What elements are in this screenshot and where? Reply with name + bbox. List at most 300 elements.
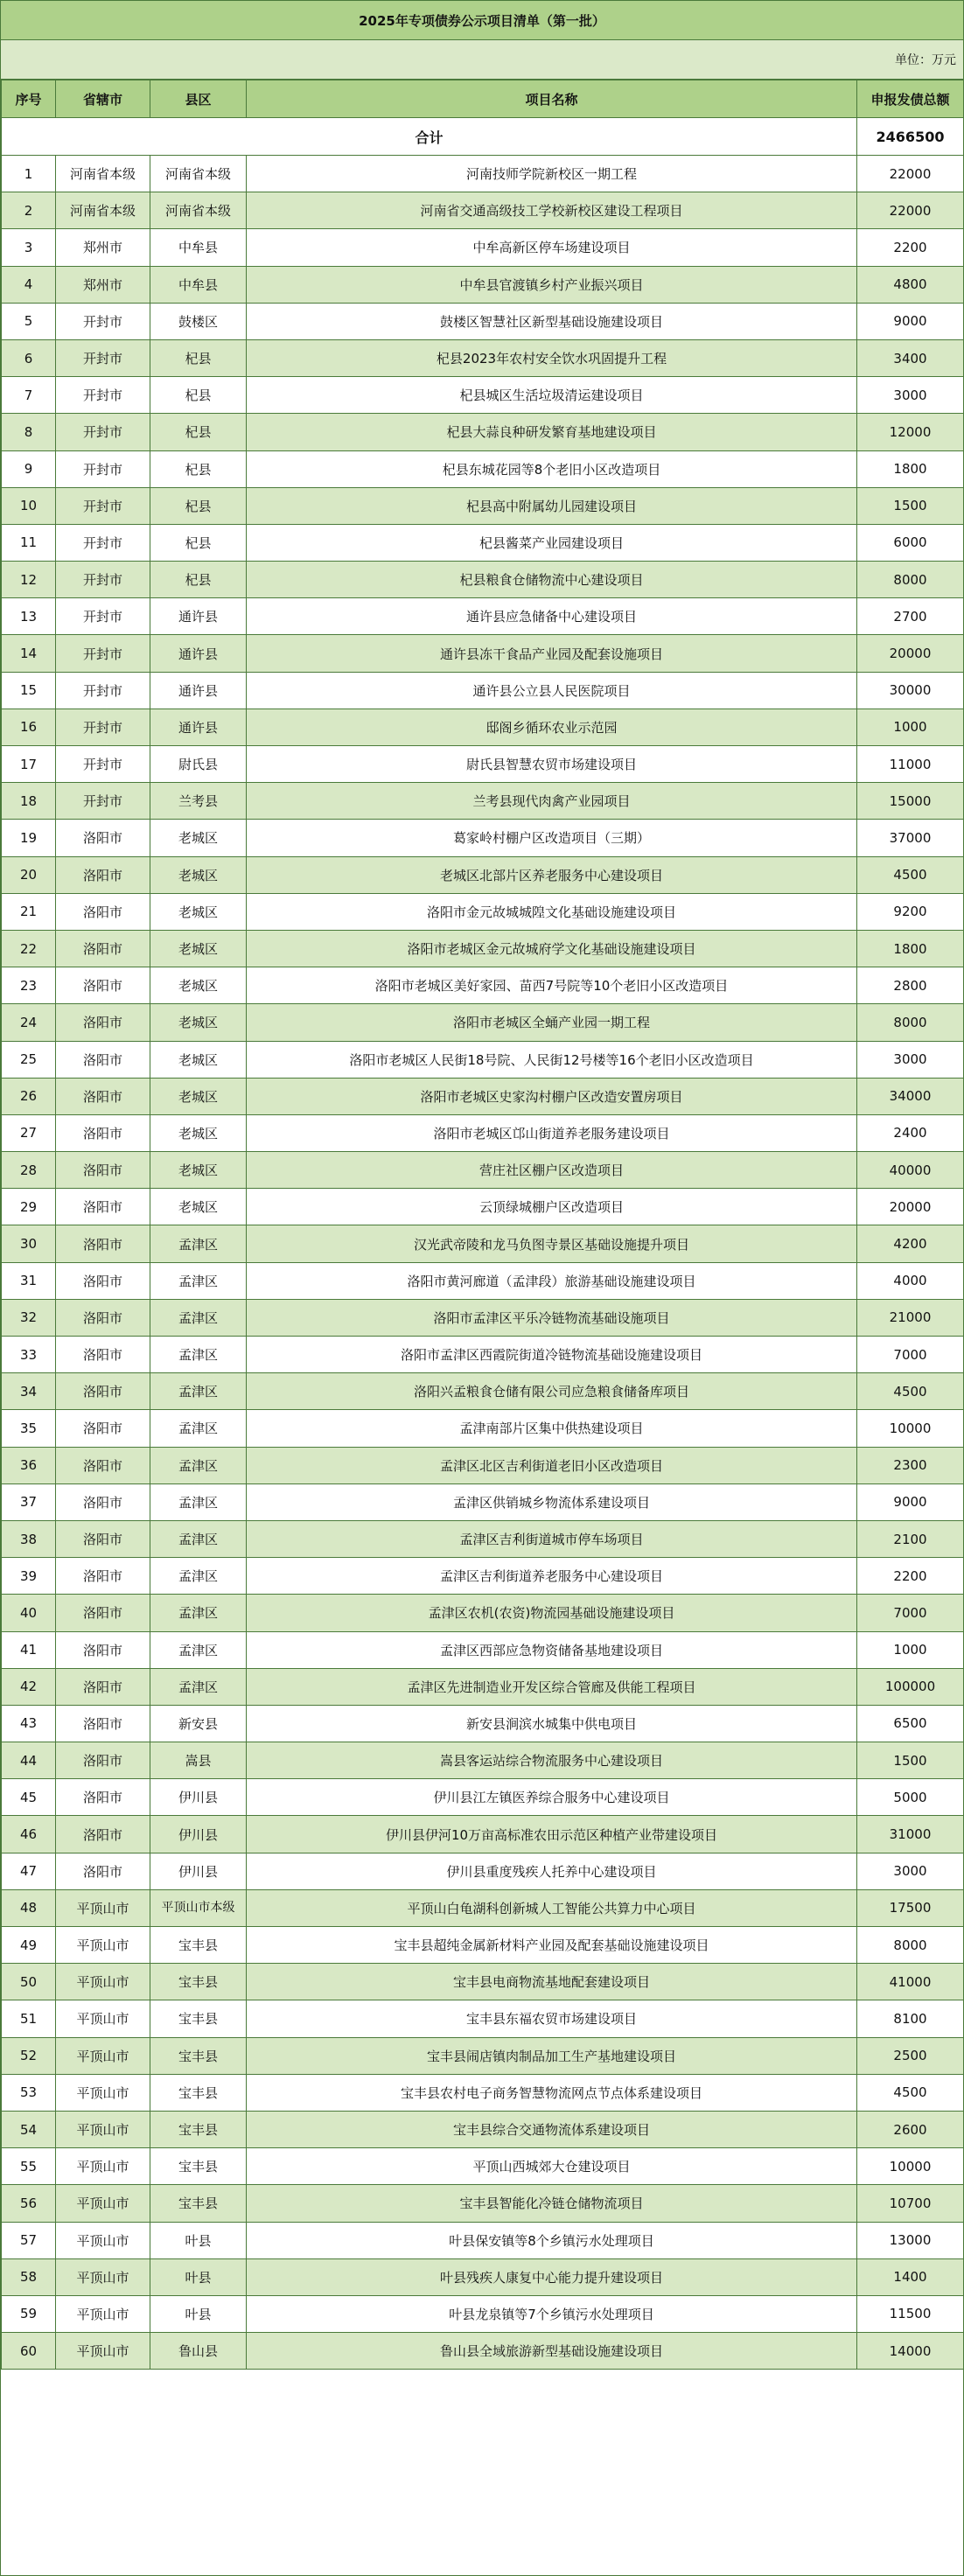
row-county: 杞县 xyxy=(150,450,247,487)
row-county: 老城区 xyxy=(150,1114,247,1151)
row-city: 开封市 xyxy=(56,783,150,820)
table-row xyxy=(2,1483,964,1520)
row-county: 孟津区 xyxy=(150,1558,247,1595)
table-row xyxy=(2,856,964,893)
row-city: 平顶山市 xyxy=(56,1964,150,2000)
row-index: 27 xyxy=(2,1114,56,1151)
row-amount: 17500 xyxy=(857,1889,964,1926)
row-county: 孟津区 xyxy=(150,1299,247,1336)
table-row xyxy=(2,893,964,930)
row-city: 洛阳市 xyxy=(56,856,150,893)
row-index: 7 xyxy=(2,377,56,414)
row-project: 伊川县重度残疾人托养中心建设项目 xyxy=(247,1853,857,1889)
row-index: 9 xyxy=(2,450,56,487)
row-amount: 3000 xyxy=(857,1853,964,1889)
row-county: 老城区 xyxy=(150,1041,247,1078)
row-project: 洛阳市孟津区平乐冷链物流基础设施项目 xyxy=(247,1299,857,1336)
row-project: 平顶山西城郊大仓建设项目 xyxy=(247,2148,857,2185)
row-county: 宝丰县 xyxy=(150,2037,247,2074)
row-project: 通许县冻干食品产业园及配套设施项目 xyxy=(247,635,857,672)
row-city: 洛阳市 xyxy=(56,1004,150,1041)
header-amount: 申报发债总额 xyxy=(857,80,964,118)
row-county: 宝丰县 xyxy=(150,1964,247,2000)
row-city: 洛阳市 xyxy=(56,1520,150,1557)
table-row xyxy=(2,156,964,192)
table-row xyxy=(2,1152,964,1189)
row-county: 通许县 xyxy=(150,672,247,709)
table-row xyxy=(2,2111,964,2147)
table-row xyxy=(2,2333,964,2370)
row-index: 56 xyxy=(2,2185,56,2222)
row-amount: 3400 xyxy=(857,339,964,376)
row-amount: 8100 xyxy=(857,2000,964,2037)
row-project: 河南省交通高级技工学校新校区建设工程项目 xyxy=(247,192,857,229)
row-amount: 31000 xyxy=(857,1816,964,1853)
row-project: 兰考县现代肉禽产业园项目 xyxy=(247,783,857,820)
table-row xyxy=(2,1337,964,1373)
row-county: 老城区 xyxy=(150,967,247,1004)
row-project: 鲁山县全域旅游新型基础设施建设项目 xyxy=(247,2333,857,2370)
row-county: 孟津区 xyxy=(150,1483,247,1520)
row-county: 宝丰县 xyxy=(150,2111,247,2147)
row-amount: 2300 xyxy=(857,1447,964,1483)
row-city: 洛阳市 xyxy=(56,1742,150,1779)
table-row xyxy=(2,1927,964,1964)
row-city: 洛阳市 xyxy=(56,1299,150,1336)
row-amount: 9200 xyxy=(857,893,964,930)
row-amount: 1800 xyxy=(857,930,964,967)
row-county: 通许县 xyxy=(150,635,247,672)
table-row xyxy=(2,709,964,745)
table-row xyxy=(2,1078,964,1114)
row-index: 57 xyxy=(2,2222,56,2258)
row-project: 洛阳市老城区全蛹产业园一期工程 xyxy=(247,1004,857,1041)
row-city: 开封市 xyxy=(56,487,150,524)
row-amount: 8000 xyxy=(857,1927,964,1964)
row-project: 洛阳市老城区人民街18号院、人民街12号楼等16个老旧小区改造项目 xyxy=(247,1041,857,1078)
row-amount: 2700 xyxy=(857,598,964,635)
row-index: 36 xyxy=(2,1447,56,1483)
row-project: 嵩县客运站综合物流服务中心建设项目 xyxy=(247,1742,857,1779)
row-amount: 5000 xyxy=(857,1779,964,1816)
row-city: 开封市 xyxy=(56,339,150,376)
row-amount: 1000 xyxy=(857,709,964,745)
row-city: 平顶山市 xyxy=(56,2037,150,2074)
table-row xyxy=(2,1262,964,1299)
row-city: 洛阳市 xyxy=(56,1705,150,1742)
header-row xyxy=(2,80,964,118)
table-row xyxy=(2,1114,964,1151)
row-county: 老城区 xyxy=(150,1078,247,1114)
row-index: 6 xyxy=(2,339,56,376)
row-index: 12 xyxy=(2,562,56,598)
row-city: 洛阳市 xyxy=(56,1631,150,1668)
row-amount: 9000 xyxy=(857,303,964,339)
row-project: 宝丰县超纯金属新材料产业园及配套基础设施建设项目 xyxy=(247,1927,857,1964)
table-row xyxy=(2,562,964,598)
row-index: 49 xyxy=(2,1927,56,1964)
row-project: 宝丰县闹店镇肉制品加工生产基地建设项目 xyxy=(247,2037,857,2074)
row-city: 洛阳市 xyxy=(56,1078,150,1114)
table-row xyxy=(2,303,964,339)
row-index: 24 xyxy=(2,1004,56,1041)
row-index: 2 xyxy=(2,192,56,229)
row-project: 孟津区西部应急物资储备基地建设项目 xyxy=(247,1631,857,1668)
row-county: 孟津区 xyxy=(150,1373,247,1410)
row-index: 4 xyxy=(2,266,56,303)
row-project: 平顶山白龟湖科创新城人工智能公共算力中心项目 xyxy=(247,1889,857,1926)
row-city: 开封市 xyxy=(56,562,150,598)
table-row xyxy=(2,229,964,266)
table-row xyxy=(2,266,964,303)
row-county: 宝丰县 xyxy=(150,2185,247,2222)
row-amount: 41000 xyxy=(857,1964,964,2000)
row-city: 河南省本级 xyxy=(56,156,150,192)
row-city: 洛阳市 xyxy=(56,1853,150,1889)
row-project: 洛阳市老城区史家沟村棚户区改造安置房项目 xyxy=(247,1078,857,1114)
row-project: 伊川县江左镇医养综合服务中心建设项目 xyxy=(247,1779,857,1816)
row-city: 洛阳市 xyxy=(56,1262,150,1299)
row-county: 杞县 xyxy=(150,562,247,598)
table-row xyxy=(2,820,964,856)
row-amount: 6000 xyxy=(857,524,964,561)
table-row xyxy=(2,1041,964,1078)
table-row xyxy=(2,192,964,229)
table-row xyxy=(2,1889,964,1926)
row-county: 老城区 xyxy=(150,930,247,967)
row-city: 开封市 xyxy=(56,303,150,339)
row-index: 39 xyxy=(2,1558,56,1595)
row-amount: 4500 xyxy=(857,2074,964,2111)
row-amount: 40000 xyxy=(857,1152,964,1189)
row-amount: 8000 xyxy=(857,1004,964,1041)
row-project: 河南技师学院新校区一期工程 xyxy=(247,156,857,192)
row-index: 46 xyxy=(2,1816,56,1853)
row-city: 洛阳市 xyxy=(56,1595,150,1631)
header-project: 项目名称 xyxy=(247,80,857,118)
total-label: 合计 xyxy=(2,118,857,156)
row-amount: 4800 xyxy=(857,266,964,303)
row-city: 平顶山市 xyxy=(56,2111,150,2147)
row-index: 21 xyxy=(2,893,56,930)
row-county: 杞县 xyxy=(150,524,247,561)
row-index: 22 xyxy=(2,930,56,967)
row-project: 尉氏县智慧农贸市场建设项目 xyxy=(247,746,857,783)
row-county: 鼓楼区 xyxy=(150,303,247,339)
header-index: 序号 xyxy=(2,80,56,118)
row-index: 11 xyxy=(2,524,56,561)
row-project: 中牟县官渡镇乡村产业振兴项目 xyxy=(247,266,857,303)
row-county: 通许县 xyxy=(150,598,247,635)
row-county: 宝丰县 xyxy=(150,2074,247,2111)
row-index: 10 xyxy=(2,487,56,524)
table-row xyxy=(2,930,964,967)
row-project: 老城区北部片区养老服务中心建设项目 xyxy=(247,856,857,893)
row-city: 开封市 xyxy=(56,709,150,745)
row-project: 洛阳市黄河廊道（孟津段）旅游基础设施建设项目 xyxy=(247,1262,857,1299)
table-row xyxy=(2,635,964,672)
row-amount: 22000 xyxy=(857,156,964,192)
row-city: 洛阳市 xyxy=(56,967,150,1004)
row-index: 41 xyxy=(2,1631,56,1668)
row-county: 河南省本级 xyxy=(150,156,247,192)
table-row xyxy=(2,1373,964,1410)
row-index: 60 xyxy=(2,2333,56,2370)
row-project: 洛阳市金元故城城隍文化基础设施建设项目 xyxy=(247,893,857,930)
row-county: 杞县 xyxy=(150,377,247,414)
row-project: 叶县保安镇等8个乡镇污水处理项目 xyxy=(247,2222,857,2258)
row-project: 杞县高中附属幼儿园建设项目 xyxy=(247,487,857,524)
table-row xyxy=(2,1004,964,1041)
row-project: 孟津南部片区集中供热建设项目 xyxy=(247,1410,857,1447)
table-row xyxy=(2,1299,964,1336)
row-county: 老城区 xyxy=(150,856,247,893)
row-project: 伊川县伊河10万亩高标准农田示范区种植产业带建设项目 xyxy=(247,1816,857,1853)
project-table xyxy=(1,80,964,2370)
total-row xyxy=(2,118,964,156)
row-project: 杞县酱菜产业园建设项目 xyxy=(247,524,857,561)
row-project: 洛阳市老城区金元故城府学文化基础设施建设项目 xyxy=(247,930,857,967)
row-county: 老城区 xyxy=(150,1189,247,1225)
table-row xyxy=(2,598,964,635)
row-project: 宝丰县智能化冷链仓储物流项目 xyxy=(247,2185,857,2222)
table-row xyxy=(2,1742,964,1779)
row-city: 开封市 xyxy=(56,414,150,450)
row-amount: 10000 xyxy=(857,2148,964,2185)
row-project: 云顶绿城棚户区改造项目 xyxy=(247,1189,857,1225)
row-amount: 1500 xyxy=(857,1742,964,1779)
table-row xyxy=(2,1225,964,1262)
row-index: 28 xyxy=(2,1152,56,1189)
row-county: 老城区 xyxy=(150,893,247,930)
row-amount: 2500 xyxy=(857,2037,964,2074)
row-amount: 2600 xyxy=(857,2111,964,2147)
row-amount: 1000 xyxy=(857,1631,964,1668)
row-city: 洛阳市 xyxy=(56,1447,150,1483)
row-index: 18 xyxy=(2,783,56,820)
table-row xyxy=(2,746,964,783)
row-index: 51 xyxy=(2,2000,56,2037)
row-county: 通许县 xyxy=(150,709,247,745)
row-index: 52 xyxy=(2,2037,56,2074)
row-county: 伊川县 xyxy=(150,1816,247,1853)
row-city: 平顶山市 xyxy=(56,2333,150,2370)
row-amount: 11500 xyxy=(857,2295,964,2332)
row-city: 洛阳市 xyxy=(56,1189,150,1225)
row-project: 叶县龙泉镇等7个乡镇污水处理项目 xyxy=(247,2295,857,2332)
table-row xyxy=(2,672,964,709)
row-amount: 12000 xyxy=(857,414,964,450)
row-amount: 100000 xyxy=(857,1668,964,1705)
row-index: 26 xyxy=(2,1078,56,1114)
row-project: 通许县应急储备中心建设项目 xyxy=(247,598,857,635)
row-project: 洛阳市老城区美好家园、苗西7号院等10个老旧小区改造项目 xyxy=(247,967,857,1004)
row-amount: 8000 xyxy=(857,562,964,598)
row-county: 孟津区 xyxy=(150,1262,247,1299)
table-row xyxy=(2,339,964,376)
row-city: 开封市 xyxy=(56,746,150,783)
row-city: 平顶山市 xyxy=(56,2074,150,2111)
table-row xyxy=(2,1520,964,1557)
row-amount: 21000 xyxy=(857,1299,964,1336)
row-amount: 7000 xyxy=(857,1595,964,1631)
row-county: 鲁山县 xyxy=(150,2333,247,2370)
table-row xyxy=(2,2074,964,2111)
row-county: 孟津区 xyxy=(150,1595,247,1631)
row-project: 宝丰县农村电子商务智慧物流网点节点体系建设项目 xyxy=(247,2074,857,2111)
table-row xyxy=(2,2258,964,2295)
row-county: 孟津区 xyxy=(150,1447,247,1483)
row-city: 洛阳市 xyxy=(56,1373,150,1410)
row-index: 54 xyxy=(2,2111,56,2147)
row-amount: 2100 xyxy=(857,1520,964,1557)
table-row xyxy=(2,967,964,1004)
row-project: 杞县大蒜良种研发繁育基地建设项目 xyxy=(247,414,857,450)
row-city: 开封市 xyxy=(56,635,150,672)
row-project: 孟津区先进制造业开发区综合管廊及供能工程项目 xyxy=(247,1668,857,1705)
unit-label: 单位：万元 xyxy=(1,40,963,80)
row-city: 洛阳市 xyxy=(56,1779,150,1816)
row-index: 33 xyxy=(2,1337,56,1373)
row-index: 19 xyxy=(2,820,56,856)
row-index: 34 xyxy=(2,1373,56,1410)
row-county: 宝丰县 xyxy=(150,2148,247,2185)
row-amount: 11000 xyxy=(857,746,964,783)
row-project: 孟津区农机(农资)物流园基础设施建设项目 xyxy=(247,1595,857,1631)
row-city: 洛阳市 xyxy=(56,820,150,856)
row-index: 47 xyxy=(2,1853,56,1889)
row-county: 叶县 xyxy=(150,2222,247,2258)
row-project: 邸阁乡循环农业示范园 xyxy=(247,709,857,745)
row-project: 杞县东城花园等8个老旧小区改造项目 xyxy=(247,450,857,487)
row-index: 1 xyxy=(2,156,56,192)
table-row xyxy=(2,1853,964,1889)
table-row xyxy=(2,1631,964,1668)
table-row xyxy=(2,2222,964,2258)
row-amount: 2200 xyxy=(857,229,964,266)
row-amount: 7000 xyxy=(857,1337,964,1373)
row-index: 35 xyxy=(2,1410,56,1447)
row-county: 老城区 xyxy=(150,1004,247,1041)
row-index: 59 xyxy=(2,2295,56,2332)
table-row xyxy=(2,2148,964,2185)
row-amount: 30000 xyxy=(857,672,964,709)
row-index: 43 xyxy=(2,1705,56,1742)
row-amount: 1500 xyxy=(857,487,964,524)
table-row xyxy=(2,2037,964,2074)
row-city: 洛阳市 xyxy=(56,1668,150,1705)
row-county: 老城区 xyxy=(150,820,247,856)
row-index: 38 xyxy=(2,1520,56,1557)
row-index: 16 xyxy=(2,709,56,745)
row-city: 洛阳市 xyxy=(56,1114,150,1151)
table-row xyxy=(2,487,964,524)
row-index: 58 xyxy=(2,2258,56,2295)
row-county: 宝丰县 xyxy=(150,2000,247,2037)
row-amount: 15000 xyxy=(857,783,964,820)
row-project: 杞县城区生活垃圾清运建设项目 xyxy=(247,377,857,414)
table-row xyxy=(2,2000,964,2037)
table-row xyxy=(2,1595,964,1631)
row-city: 洛阳市 xyxy=(56,1816,150,1853)
header-city: 省辖市 xyxy=(56,80,150,118)
row-county: 宝丰县 xyxy=(150,1927,247,1964)
row-index: 40 xyxy=(2,1595,56,1631)
row-county: 新安县 xyxy=(150,1705,247,1742)
row-amount: 1800 xyxy=(857,450,964,487)
row-index: 17 xyxy=(2,746,56,783)
row-project: 杞县粮食仓储物流中心建设项目 xyxy=(247,562,857,598)
row-index: 37 xyxy=(2,1483,56,1520)
row-amount: 22000 xyxy=(857,192,964,229)
row-index: 8 xyxy=(2,414,56,450)
row-city: 开封市 xyxy=(56,377,150,414)
row-project: 叶县残疾人康复中心能力提升建设项目 xyxy=(247,2258,857,2295)
header-county: 县区 xyxy=(150,80,247,118)
row-county: 叶县 xyxy=(150,2295,247,2332)
table-row xyxy=(2,1705,964,1742)
row-index: 13 xyxy=(2,598,56,635)
row-city: 洛阳市 xyxy=(56,1041,150,1078)
table-row xyxy=(2,524,964,561)
total-value: 2466500 xyxy=(857,118,964,156)
table-row xyxy=(2,377,964,414)
row-project: 鼓楼区智慧社区新型基础设施建设项目 xyxy=(247,303,857,339)
row-amount: 14000 xyxy=(857,2333,964,2370)
row-project: 宝丰县东福农贸市场建设项目 xyxy=(247,2000,857,2037)
row-city: 开封市 xyxy=(56,450,150,487)
row-amount: 2800 xyxy=(857,967,964,1004)
row-index: 23 xyxy=(2,967,56,1004)
row-city: 开封市 xyxy=(56,598,150,635)
row-project: 洛阳市孟津区西霞院街道冷链物流基础设施建设项目 xyxy=(247,1337,857,1373)
row-amount: 10000 xyxy=(857,1410,964,1447)
row-project: 孟津区吉利街道城市停车场项目 xyxy=(247,1520,857,1557)
row-city: 洛阳市 xyxy=(56,1558,150,1595)
row-county: 孟津区 xyxy=(150,1410,247,1447)
row-county: 孟津区 xyxy=(150,1668,247,1705)
row-amount: 9000 xyxy=(857,1483,964,1520)
row-county: 中牟县 xyxy=(150,266,247,303)
row-city: 平顶山市 xyxy=(56,2222,150,2258)
table-row xyxy=(2,783,964,820)
row-county: 孟津区 xyxy=(150,1225,247,1262)
row-amount: 20000 xyxy=(857,635,964,672)
row-amount: 4200 xyxy=(857,1225,964,1262)
row-county: 杞县 xyxy=(150,414,247,450)
row-county: 孟津区 xyxy=(150,1337,247,1373)
table-row xyxy=(2,2185,964,2222)
row-amount: 4500 xyxy=(857,1373,964,1410)
row-index: 48 xyxy=(2,1889,56,1926)
row-county: 伊川县 xyxy=(150,1779,247,1816)
row-city: 平顶山市 xyxy=(56,2000,150,2037)
row-index: 44 xyxy=(2,1742,56,1779)
row-project: 孟津区吉利街道养老服务中心建设项目 xyxy=(247,1558,857,1595)
row-city: 郑州市 xyxy=(56,266,150,303)
row-amount: 2200 xyxy=(857,1558,964,1595)
row-project: 宝丰县电商物流基地配套建设项目 xyxy=(247,1964,857,2000)
row-city: 郑州市 xyxy=(56,229,150,266)
row-index: 15 xyxy=(2,672,56,709)
row-project: 洛阳兴孟粮食仓储有限公司应急粮食储备库项目 xyxy=(247,1373,857,1410)
sheet-title: 2025年专项债券公示项目清单（第一批） xyxy=(1,1,963,40)
row-city: 平顶山市 xyxy=(56,1927,150,1964)
row-amount: 4000 xyxy=(857,1262,964,1299)
row-county: 伊川县 xyxy=(150,1853,247,1889)
row-city: 洛阳市 xyxy=(56,1152,150,1189)
row-project: 通许县公立县人民医院项目 xyxy=(247,672,857,709)
